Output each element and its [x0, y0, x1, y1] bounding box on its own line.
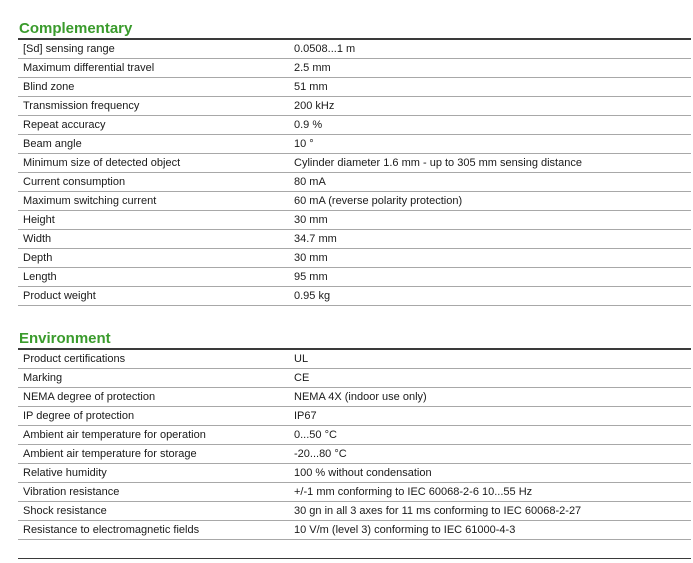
row-value: NEMA 4X (indoor use only) [294, 391, 427, 403]
row-value: 100 % without condensation [294, 467, 432, 479]
table-row [18, 483, 691, 502]
table-row [18, 502, 691, 521]
table-row [18, 464, 691, 483]
row-value: CE [294, 372, 310, 384]
spec-table [18, 40, 691, 306]
row-value: 34.7 mm [294, 233, 337, 245]
table-row [18, 135, 691, 154]
table-row [18, 287, 691, 306]
row-label: Relative humidity [23, 467, 107, 479]
row-value: 60 mA (reverse polarity protection) [294, 195, 463, 207]
row-value: 30 gn in all 3 axes for 11 ms conforming to IEC 60068-2-27 [294, 505, 582, 517]
row-label: Length [23, 271, 57, 283]
table-row [18, 521, 691, 540]
table-row [18, 173, 691, 192]
row-value: 0...50 °C [294, 429, 337, 441]
row-value: -20...80 °C [294, 448, 347, 460]
row-value: 95 mm [294, 271, 328, 283]
row-value: 10 ° [294, 138, 314, 150]
table-row [18, 192, 691, 211]
row-label: Product certifications [23, 353, 126, 365]
table-row [18, 350, 691, 369]
row-label: Resistance to electromagnetic fields [23, 524, 200, 536]
table-row [18, 40, 691, 59]
row-value: 30 mm [294, 252, 328, 264]
row-value: 80 mA [294, 176, 326, 188]
table-row [18, 154, 691, 173]
row-label: Width [23, 233, 52, 245]
row-label: Height [23, 214, 55, 226]
row-value: 2.5 mm [294, 62, 331, 74]
row-label: Beam angle [23, 138, 82, 150]
table-row [18, 78, 691, 97]
table-row [18, 97, 691, 116]
row-label: [Sd] sensing range [23, 43, 115, 55]
spec-table [18, 350, 691, 540]
table-row [18, 268, 691, 287]
row-label: Ambient air temperature for operation [23, 429, 206, 441]
row-value: 30 mm [294, 214, 328, 226]
row-label: Maximum differential travel [23, 62, 155, 74]
row-value: IP67 [294, 410, 317, 422]
row-label: Minimum size of detected object [23, 157, 181, 169]
row-label: Repeat accuracy [23, 119, 106, 131]
row-label: Ambient air temperature for storage [23, 448, 197, 460]
row-value: 0.9 % [294, 119, 323, 131]
row-value: 0.95 kg [294, 290, 331, 302]
table-row [18, 426, 691, 445]
table-row [18, 388, 691, 407]
row-label: Maximum switching current [23, 195, 157, 207]
row-value: 51 mm [294, 81, 328, 93]
row-label: Vibration resistance [23, 486, 120, 498]
table-row [18, 59, 691, 78]
row-value: Cylinder diameter 1.6 mm - up to 305 mm sensing distance [294, 157, 582, 169]
page-footer-divider [18, 558, 691, 559]
section-title: Complementary [18, 20, 691, 40]
section-complementary [18, 20, 691, 306]
section-title: Environment [18, 330, 691, 350]
row-value: 0.0508...1 m [294, 43, 356, 55]
table-row [18, 369, 691, 388]
row-label: IP degree of protection [23, 410, 135, 422]
row-label: Marking [23, 372, 63, 384]
row-label: Blind zone [23, 81, 75, 93]
row-label: Depth [23, 252, 53, 264]
row-label: Current consumption [23, 176, 126, 188]
table-row [18, 211, 691, 230]
row-label: Transmission frequency [23, 100, 140, 112]
row-value: UL [294, 353, 309, 365]
row-label: NEMA degree of protection [23, 391, 156, 403]
row-label: Product weight [23, 290, 96, 302]
table-row [18, 116, 691, 135]
table-row [18, 249, 691, 268]
row-value: 10 V/m (level 3) conforming to IEC 61000-4-3 [294, 524, 516, 536]
table-row [18, 445, 691, 464]
row-value: 200 kHz [294, 100, 335, 112]
row-value: +/-1 mm conforming to IEC 60068-2-6 10...55 Hz [294, 486, 533, 498]
row-label: Shock resistance [23, 505, 107, 517]
table-row [18, 407, 691, 426]
section-environment [18, 330, 691, 540]
table-row [18, 230, 691, 249]
